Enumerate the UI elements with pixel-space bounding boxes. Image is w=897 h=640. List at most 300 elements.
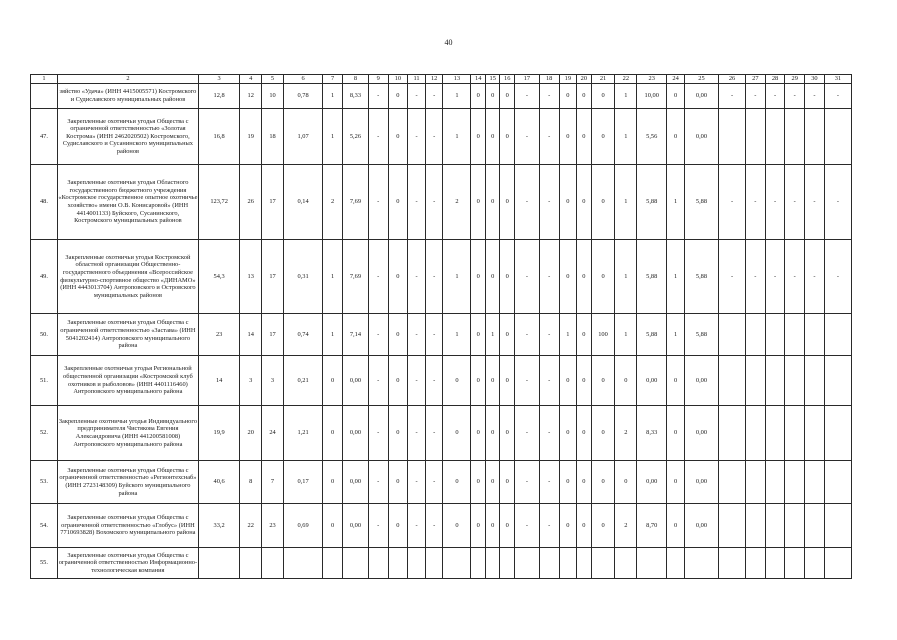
value-cell: -: [765, 165, 785, 240]
value-cell: 0,69: [283, 504, 322, 548]
value-cell: 0,00: [342, 356, 368, 406]
column-number-header: 28: [765, 75, 785, 84]
value-cell: 2: [615, 504, 637, 548]
value-cell: -: [514, 406, 539, 461]
value-cell: [425, 548, 443, 579]
table-row: [31, 356, 852, 406]
value-cell: [667, 548, 685, 579]
value-cell: 1: [443, 314, 471, 356]
value-cell: -: [719, 84, 746, 109]
value-cell: 1: [443, 109, 471, 165]
value-cell: 1: [615, 165, 637, 240]
value-cell: -: [746, 240, 766, 314]
value-cell: [198, 548, 239, 579]
value-cell: [684, 548, 718, 579]
value-cell: [615, 548, 637, 579]
value-cell: 7: [262, 461, 284, 504]
value-cell: -: [824, 165, 851, 240]
hunting-ground-name-cell: Закрепленные охотничьи угодья Индивидуального предпринимателя Чистякова Евгения Александровича (ИНН 441200581008) Антроповского муниципального района: [57, 406, 198, 461]
value-cell: -: [539, 406, 559, 461]
value-cell: [746, 461, 766, 504]
row-number-cell: 48.: [31, 165, 58, 240]
value-cell: [824, 548, 851, 579]
value-cell: 8,70: [637, 504, 667, 548]
value-cell: 0: [500, 504, 515, 548]
value-cell: 0: [500, 84, 515, 109]
value-cell: 5,88: [637, 240, 667, 314]
value-cell: [539, 548, 559, 579]
value-cell: -: [514, 356, 539, 406]
value-cell: -: [765, 84, 785, 109]
value-cell: 0: [577, 356, 592, 406]
value-cell: [805, 406, 825, 461]
column-number-header: 21: [591, 75, 615, 84]
value-cell: 7,69: [342, 165, 368, 240]
value-cell: 0: [500, 240, 515, 314]
value-cell: [262, 548, 284, 579]
value-cell: 22: [240, 504, 262, 548]
value-cell: 1,07: [283, 109, 322, 165]
value-cell: [785, 356, 805, 406]
value-cell: -: [425, 356, 443, 406]
value-cell: 0: [500, 356, 515, 406]
value-cell: -: [805, 240, 825, 314]
column-number-header: 2: [57, 75, 198, 84]
value-cell: [805, 548, 825, 579]
value-cell: 7,14: [342, 314, 368, 356]
value-cell: [785, 548, 805, 579]
value-cell: 5,88: [637, 314, 667, 356]
value-cell: 24: [262, 406, 284, 461]
value-cell: 8: [240, 461, 262, 504]
value-cell: -: [425, 461, 443, 504]
column-number-header: 12: [425, 75, 443, 84]
value-cell: [765, 406, 785, 461]
column-number-header: 13: [443, 75, 471, 84]
value-cell: 5,88: [637, 165, 667, 240]
column-number-header: 25: [684, 75, 718, 84]
table-row: [31, 240, 852, 314]
table-row: [31, 548, 852, 579]
value-cell: -: [368, 165, 388, 240]
value-cell: 0: [559, 504, 577, 548]
value-cell: [785, 406, 805, 461]
value-cell: 0: [559, 406, 577, 461]
value-cell: 0: [388, 461, 408, 504]
value-cell: 0,00: [342, 461, 368, 504]
value-cell: [824, 109, 851, 165]
column-number-row: [31, 75, 852, 84]
value-cell: -: [408, 240, 426, 314]
value-cell: 0: [443, 461, 471, 504]
value-cell: 0: [667, 84, 685, 109]
value-cell: 0: [591, 84, 615, 109]
value-cell: 7,69: [342, 240, 368, 314]
value-cell: 0: [443, 504, 471, 548]
column-number-header: 10: [388, 75, 408, 84]
column-number-header: 27: [746, 75, 766, 84]
value-cell: 0: [577, 406, 592, 461]
row-number-cell: 51.: [31, 356, 58, 406]
value-cell: -: [425, 109, 443, 165]
value-cell: -: [514, 504, 539, 548]
value-cell: -: [368, 504, 388, 548]
value-cell: 0: [500, 109, 515, 165]
value-cell: [514, 548, 539, 579]
value-cell: -: [425, 84, 443, 109]
value-cell: 0: [323, 504, 343, 548]
value-cell: 0: [577, 314, 592, 356]
value-cell: -: [539, 356, 559, 406]
value-cell: 13: [240, 240, 262, 314]
statistics-table: [30, 74, 852, 579]
value-cell: 0: [615, 356, 637, 406]
value-cell: 0: [500, 461, 515, 504]
value-cell: -: [539, 504, 559, 548]
value-cell: 26: [240, 165, 262, 240]
value-cell: [746, 406, 766, 461]
value-cell: 0: [559, 356, 577, 406]
value-cell: 0: [559, 165, 577, 240]
value-cell: -: [514, 165, 539, 240]
value-cell: 0: [388, 314, 408, 356]
value-cell: -: [785, 240, 805, 314]
value-cell: [765, 504, 785, 548]
value-cell: -: [805, 84, 825, 109]
value-cell: 0: [615, 461, 637, 504]
value-cell: [408, 548, 426, 579]
value-cell: -: [746, 165, 766, 240]
value-cell: 14: [240, 314, 262, 356]
value-cell: 0: [667, 109, 685, 165]
value-cell: -: [425, 406, 443, 461]
row-number-cell: 53.: [31, 461, 58, 504]
value-cell: 0: [559, 240, 577, 314]
hunting-ground-name-cell: Закрепленные охотничьи угодья Общества с ограниченной ответственностью «Застава» (ИНН 5041202414) Антроповского муниципального района: [57, 314, 198, 356]
value-cell: 0: [559, 109, 577, 165]
value-cell: 0: [591, 406, 615, 461]
value-cell: 1: [615, 240, 637, 314]
value-cell: 0: [471, 406, 486, 461]
value-cell: 0,00: [684, 84, 718, 109]
value-cell: 0: [577, 84, 592, 109]
value-cell: 5,88: [684, 240, 718, 314]
value-cell: [471, 548, 486, 579]
value-cell: [805, 109, 825, 165]
value-cell: -: [368, 240, 388, 314]
value-cell: 0: [471, 504, 486, 548]
value-cell: [824, 356, 851, 406]
value-cell: 0: [667, 406, 685, 461]
value-cell: [283, 548, 322, 579]
value-cell: 0: [577, 240, 592, 314]
row-number-cell: 49.: [31, 240, 58, 314]
value-cell: 10,00: [637, 84, 667, 109]
column-number-header: 16: [500, 75, 515, 84]
value-cell: -: [514, 314, 539, 356]
column-number-header: 24: [667, 75, 685, 84]
value-cell: 0: [577, 165, 592, 240]
value-cell: -: [805, 165, 825, 240]
value-cell: [342, 548, 368, 579]
value-cell: 0: [323, 461, 343, 504]
value-cell: [765, 548, 785, 579]
value-cell: 1: [485, 314, 500, 356]
column-number-header: 23: [637, 75, 667, 84]
value-cell: [785, 461, 805, 504]
value-cell: -: [719, 165, 746, 240]
value-cell: 0: [388, 165, 408, 240]
value-cell: 33,2: [198, 504, 239, 548]
value-cell: -: [408, 314, 426, 356]
value-cell: 1: [443, 240, 471, 314]
value-cell: 5,26: [342, 109, 368, 165]
value-cell: -: [746, 84, 766, 109]
value-cell: 0,00: [684, 504, 718, 548]
column-number-header: 17: [514, 75, 539, 84]
value-cell: 1,21: [283, 406, 322, 461]
hunting-ground-name-cell: Закрепленные охотничьи угодья Областного государственного бюджетного учреждения «Костромское государственное опытное охотничье хозяйство» имени О.В. Конисаровой» (ИНН 4414001133) Буйского, Сусанинского, Костромского муниципальных районов: [57, 165, 198, 240]
value-cell: 17: [262, 165, 284, 240]
value-cell: -: [785, 84, 805, 109]
value-cell: 0: [577, 461, 592, 504]
hunting-ground-name-cell: Закрепленные охотничьи угодья Костромской областной организации Общественно-государственного объединения «Всероссийское физкультурно-спортивное общество «ДИНАМО» (ИНН 4443013704) Антроповского и Островского муниципальных районов: [57, 240, 198, 314]
value-cell: 0,14: [283, 165, 322, 240]
value-cell: [805, 504, 825, 548]
value-cell: 3: [240, 356, 262, 406]
value-cell: -: [785, 165, 805, 240]
value-cell: [577, 548, 592, 579]
value-cell: 1: [667, 165, 685, 240]
value-cell: 100: [591, 314, 615, 356]
value-cell: 0: [485, 504, 500, 548]
value-cell: 0: [471, 165, 486, 240]
value-cell: 40,6: [198, 461, 239, 504]
hunting-ground-name-cell: Закрепленные охотничьи угодья Общества с ограниченной ответственностью «Глобус» (ИНН 7710693828) Вохомского муниципального района: [57, 504, 198, 548]
value-cell: -: [425, 165, 443, 240]
value-cell: 10: [262, 84, 284, 109]
value-cell: -: [425, 240, 443, 314]
value-cell: 1: [615, 314, 637, 356]
value-cell: [785, 314, 805, 356]
value-cell: [824, 314, 851, 356]
table-row: [31, 314, 852, 356]
value-cell: -: [408, 84, 426, 109]
value-cell: -: [408, 406, 426, 461]
value-cell: -: [368, 406, 388, 461]
column-number-header: 1: [31, 75, 58, 84]
column-number-header: 8: [342, 75, 368, 84]
value-cell: 0: [485, 240, 500, 314]
value-cell: -: [824, 240, 851, 314]
value-cell: 0: [443, 356, 471, 406]
value-cell: 0: [500, 165, 515, 240]
value-cell: -: [514, 461, 539, 504]
value-cell: [719, 406, 746, 461]
value-cell: -: [539, 314, 559, 356]
value-cell: 0: [667, 504, 685, 548]
value-cell: 2: [323, 165, 343, 240]
value-cell: 0,31: [283, 240, 322, 314]
value-cell: [746, 548, 766, 579]
value-cell: [785, 504, 805, 548]
value-cell: 18: [262, 109, 284, 165]
column-number-header: 31: [824, 75, 851, 84]
value-cell: -: [539, 240, 559, 314]
value-cell: 0: [485, 356, 500, 406]
value-cell: 0: [591, 461, 615, 504]
row-number-cell: 47.: [31, 109, 58, 165]
column-number-header: 11: [408, 75, 426, 84]
value-cell: 0: [485, 406, 500, 461]
value-cell: [443, 548, 471, 579]
value-cell: 19,9: [198, 406, 239, 461]
value-cell: [805, 461, 825, 504]
column-number-header: 7: [323, 75, 343, 84]
value-cell: 0: [471, 461, 486, 504]
value-cell: 0: [500, 314, 515, 356]
value-cell: 16,8: [198, 109, 239, 165]
table-row: [31, 84, 852, 109]
value-cell: 0,17: [283, 461, 322, 504]
value-cell: 0: [443, 406, 471, 461]
value-cell: 0,21: [283, 356, 322, 406]
column-number-header: 29: [785, 75, 805, 84]
value-cell: [765, 314, 785, 356]
value-cell: 54,3: [198, 240, 239, 314]
value-cell: -: [425, 314, 443, 356]
hunting-ground-name-cell: Закрепленные охотничьи угодья Общества с ограниченной ответственностью «Регионтехснаб» (ИНН 2723148309) Буйского муниципального района: [57, 461, 198, 504]
value-cell: 0: [559, 461, 577, 504]
value-cell: 3: [262, 356, 284, 406]
value-cell: 0: [591, 165, 615, 240]
table-row: [31, 109, 852, 165]
hunting-ground-name-cell: Закрепленные охотничьи угодья Общества с ограниченной ответственностью Информационно-технологическая компания: [57, 548, 198, 579]
value-cell: 1: [559, 314, 577, 356]
value-cell: -: [539, 109, 559, 165]
value-cell: [500, 548, 515, 579]
value-cell: 8,33: [342, 84, 368, 109]
value-cell: [368, 548, 388, 579]
value-cell: 0,00: [342, 504, 368, 548]
value-cell: -: [368, 356, 388, 406]
value-cell: -: [368, 84, 388, 109]
page-number: 40: [444, 38, 453, 47]
row-number-cell: 50.: [31, 314, 58, 356]
value-cell: [805, 314, 825, 356]
value-cell: 0,00: [342, 406, 368, 461]
value-cell: [746, 504, 766, 548]
table-row: [31, 504, 852, 548]
value-cell: 12: [240, 84, 262, 109]
value-cell: -: [408, 165, 426, 240]
value-cell: -: [514, 109, 539, 165]
value-cell: 0,78: [283, 84, 322, 109]
value-cell: 0: [591, 504, 615, 548]
value-cell: 0: [667, 356, 685, 406]
value-cell: [719, 109, 746, 165]
value-cell: [746, 109, 766, 165]
column-number-header: 5: [262, 75, 284, 84]
value-cell: 20: [240, 406, 262, 461]
value-cell: -: [514, 84, 539, 109]
value-cell: [591, 548, 615, 579]
row-number-cell: [31, 84, 58, 109]
value-cell: 17: [262, 314, 284, 356]
table-row: [31, 461, 852, 504]
value-cell: [559, 548, 577, 579]
column-number-header: 20: [577, 75, 592, 84]
value-cell: 0: [485, 461, 500, 504]
value-cell: 0: [471, 109, 486, 165]
value-cell: 12,8: [198, 84, 239, 109]
value-cell: [765, 109, 785, 165]
value-cell: 1: [443, 84, 471, 109]
value-cell: 0: [323, 356, 343, 406]
value-cell: [765, 356, 785, 406]
value-cell: 1: [323, 240, 343, 314]
hunting-ground-name-cell: Закрепленные охотничьи угодья Общества с ограниченной ответственностью «Золотая Кострома» (ИНН 2462020502) Костромского, Судиславского и Сусанинского муниципальных районов: [57, 109, 198, 165]
value-cell: -: [408, 109, 426, 165]
value-cell: 0: [388, 109, 408, 165]
column-number-header: 18: [539, 75, 559, 84]
value-cell: [805, 356, 825, 406]
table-row: [31, 165, 852, 240]
value-cell: 123,72: [198, 165, 239, 240]
value-cell: [746, 314, 766, 356]
value-cell: 23: [198, 314, 239, 356]
value-cell: 1: [323, 314, 343, 356]
value-cell: 0,00: [684, 461, 718, 504]
value-cell: 0: [577, 109, 592, 165]
value-cell: 0: [577, 504, 592, 548]
value-cell: 0: [485, 165, 500, 240]
value-cell: -: [425, 504, 443, 548]
row-number-cell: 54.: [31, 504, 58, 548]
column-number-header: 15: [485, 75, 500, 84]
value-cell: 0: [485, 84, 500, 109]
value-cell: [240, 548, 262, 579]
value-cell: [485, 548, 500, 579]
value-cell: [824, 406, 851, 461]
value-cell: [719, 548, 746, 579]
value-cell: [388, 548, 408, 579]
value-cell: 23: [262, 504, 284, 548]
value-cell: [785, 109, 805, 165]
value-cell: 5,56: [637, 109, 667, 165]
value-cell: [765, 461, 785, 504]
value-cell: 0: [559, 84, 577, 109]
value-cell: -: [368, 461, 388, 504]
value-cell: -: [765, 240, 785, 314]
hunting-ground-name-cell: зяйство «Удача» (ИНН 4415005571) Костромского и Судиславского муниципальных районов: [57, 84, 198, 109]
value-cell: 2: [615, 406, 637, 461]
value-cell: [719, 314, 746, 356]
value-cell: [637, 548, 667, 579]
value-cell: -: [824, 84, 851, 109]
column-number-header: 9: [368, 75, 388, 84]
value-cell: -: [368, 109, 388, 165]
value-cell: -: [408, 461, 426, 504]
value-cell: 1: [615, 109, 637, 165]
value-cell: 0,00: [684, 109, 718, 165]
value-cell: [719, 504, 746, 548]
value-cell: 0: [591, 109, 615, 165]
value-cell: 0: [485, 109, 500, 165]
value-cell: 1: [667, 240, 685, 314]
value-cell: 1: [667, 314, 685, 356]
column-number-header: 4: [240, 75, 262, 84]
